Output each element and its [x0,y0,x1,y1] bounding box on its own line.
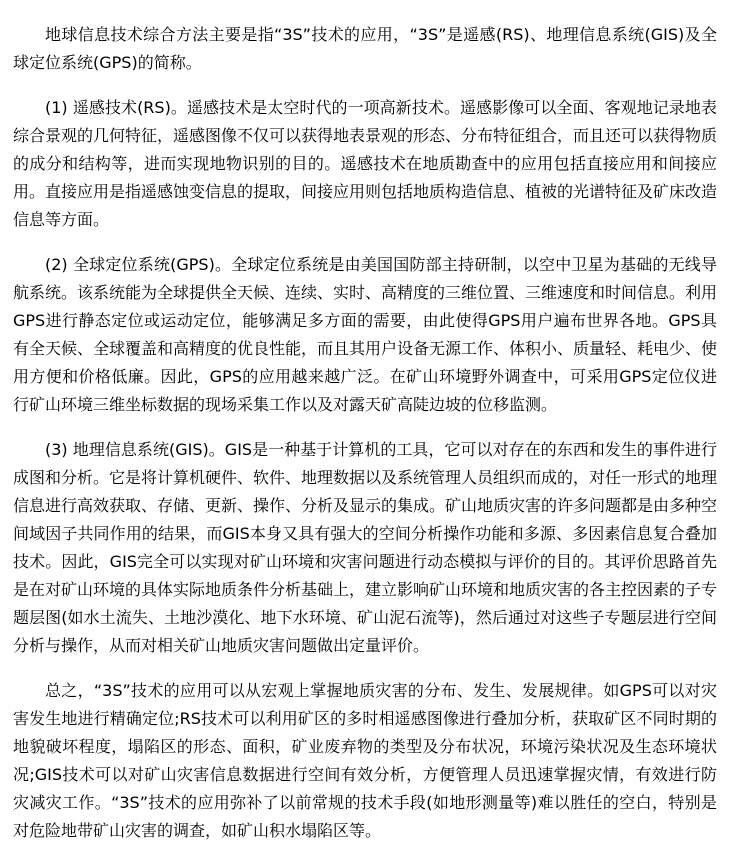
paragraph-remote-sensing: (1) 遥感技术(RS)。遥感技术是太空时代的一项高新技术。遥感影像可以全面、客观地记录地表综合景观的几何特征，遥感图像不仅可以获得地表景观的形态、分布特征组合，而且还可以获得物质的成分和结构等，进而实现地物识别的目的。遥感技术在地质勘查中的应用包括直接应用和间接应用。直接应用是指遥感蚀变信息的提取，间接应用则包括地质构造信息、植被的光谱特征及矿床改造信息等方面。 [13,98,718,229]
paragraph-summary: 总之，“3S”技术的应用可以从宏观上掌握地质灾害的分布、发生、发展规律。如GPS可以对灾害发生地进行精确定位;RS技术可以利用矿区的多时相遥感图像进行叠加分析，获取矿区不同时期的地貌破坏程度，塌陷区的形态、面积，矿业废弃物的类型及分布状况，环境污染状况及生态环境状况;GIS技术可以对矿山灾害信息数据进行空间有效分析，方便管理人员迅速掌握灾情，有效进行防灾减灾工作。“3S”技术的应用弥补了以前常规的技术手段(如地形测量等)难以胜任的空白，特别是对危险地带矿山灾害的调查，如矿山积水塌陷区等。 [13,681,717,840]
paragraph-intro: 地球信息技术综合方法主要是指“3S”技术的应用，“3S”是遥感(RS)、地理信息系统(GIS)及全球定位系统(GPS)的简称。 [13,25,717,72]
paragraph-gps: (2) 全球定位系统(GPS)。全球定位系统是由美国国防部主持研制，以空中卫星为基础的无线导航系统。该系统能为全球提供全天候、连续、实时、高精度的三维位置、三维速度和时间信息。利用GPS进行静态定位或运动定位，能够满足多方面的需要，由此使得GPS用户遍布世界各地。GPS具有全天候、全球覆盖和高精度的优良性能，而且其用户设备无源工作、体积小、质量轻、耗电少、使用方便和价格低廉。因此，GPS的应用越来越广泛。在矿山环境野外调查中，可采用GPS定位仪进行矿山环境三维坐标数据的现场采集工作以及对露天矿高陡边坡的位移监测。 [13,255,718,414]
paragraph-gis: (3) 地理信息系统(GIS)。GIS是一种基于计算机的工具，它可以对存在的东西和发生的事件进行成图和分析。它是将计算机硬件、软件、地理数据以及系统管理人员组织而成的，对任一形式的地理信息进行高效获取、存储、更新、操作、分析及显示的集成。矿山地质灾害的许多问题都是由多种空间域因子共同作用的结果，而GIS本身又具有强大的空间分析操作功能和多源、多因素信息复合叠加技术。因此，GIS完全可以实现对矿山环境和灾害问题进行动态模拟与评价的目的。其评价思路首先是在对矿山环境的具体实际地质条件分析基础上，建立影响矿山环境和地质灾害的各主控因素的子专题层图(如水土流失、土地沙漠化、地下水环境、矿山泥石流等)，然后通过对这些子专题层进行空间分析与操作，从而对相关矿山地质灾害问题做出定量评价。 [13,440,718,655]
